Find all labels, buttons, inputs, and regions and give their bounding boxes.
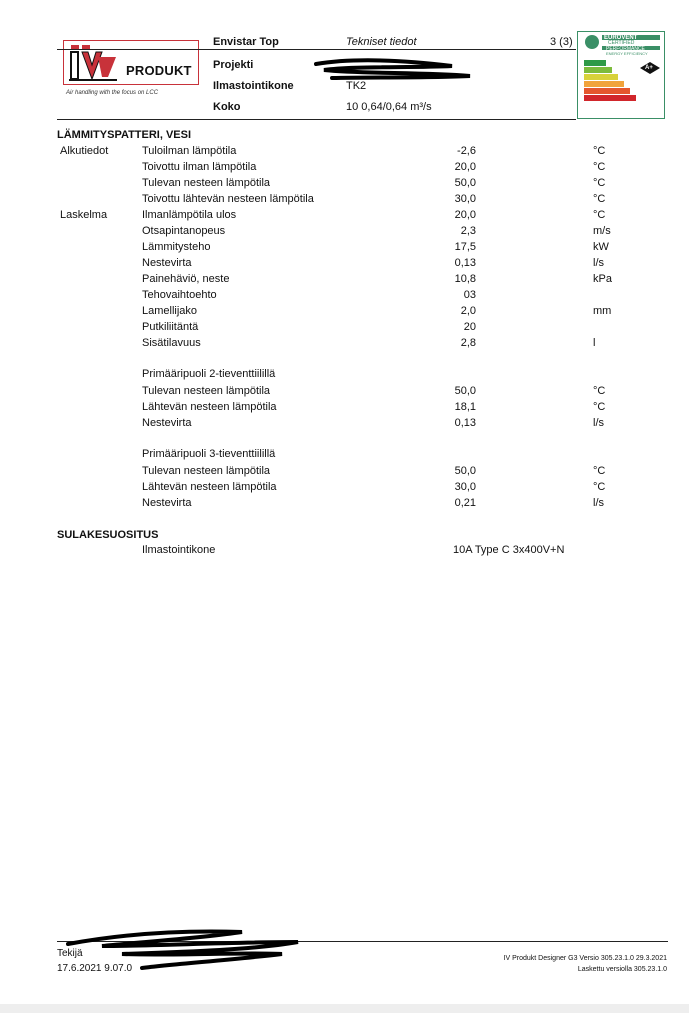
row-label: Lämmitysteho (142, 241, 211, 253)
row-label: Lähtevän nesteen lämpötila (142, 401, 277, 413)
field-label-project: Projekti (213, 59, 254, 71)
table-row (0, 417, 689, 432)
badge-line4: ENERGY EFFICIENCY (606, 51, 648, 56)
footer-calc-version: Laskettu versiolla 305.23.1.0 (577, 966, 667, 973)
document-type: Tekniset tiedot (346, 36, 417, 48)
row-label: Tehovaihtoehto (142, 289, 217, 301)
table-row (0, 481, 689, 496)
logo-brand-text: PRODUKT (126, 63, 192, 78)
eurovent-certified-badge (577, 31, 665, 119)
field-value-size: 10 0,64/0,64 m³/s (346, 101, 432, 113)
row-label: Ilmanlämpötila ulos (142, 209, 237, 221)
product-name: Envistar Top (213, 36, 279, 48)
row-unit: °C (593, 209, 606, 221)
field-label-size: Koko (213, 101, 241, 113)
row-unit: m/s (593, 225, 611, 237)
table-row (0, 289, 689, 304)
row-unit: l/s (593, 497, 604, 509)
row-unit: kW (593, 241, 609, 253)
row-unit: °C (593, 145, 606, 157)
page-bottom-band (0, 1004, 689, 1013)
table-row (0, 225, 689, 240)
row-unit: °C (593, 465, 606, 477)
table-row (0, 257, 689, 272)
table-row (0, 497, 689, 512)
table-row (0, 273, 689, 288)
row-unit: °C (593, 193, 606, 205)
row-value: 03 (463, 289, 476, 301)
logo-tagline: Air handling with the focus on LCC (66, 90, 159, 96)
row-unit: °C (593, 177, 606, 189)
row-value: 20,0 (454, 209, 476, 221)
row-label: Nestevirta (142, 417, 192, 429)
badge-line1: EUROVENT (604, 35, 638, 41)
footer-version: IV Produkt Designer G3 Versio 305.23.1.0 29.3.2021 (503, 955, 667, 962)
badge-rating: A+ (645, 65, 653, 71)
row-unit: l/s (593, 417, 604, 429)
row-label: Lähtevän nesteen lämpötila (142, 481, 277, 493)
table-row (0, 209, 689, 224)
footer-author-label: Tekijä (57, 948, 83, 959)
row-unit: °C (593, 385, 606, 397)
row-value: 0,21 (454, 497, 476, 509)
row-label: Toivottu lähtevän nesteen lämpötila (142, 193, 314, 205)
section-fuse-title: SULAKESUOSITUS (57, 529, 159, 541)
row-unit: l/s (593, 257, 604, 269)
table-row (0, 337, 689, 352)
table-row (0, 193, 689, 208)
badge-line2: CERTIFIED (608, 40, 635, 46)
field-label-unit: Ilmastointikone (213, 80, 294, 92)
row-value: 50,0 (454, 177, 476, 189)
row-value: 2,3 (460, 225, 476, 237)
redaction-scribble-author (62, 924, 302, 974)
row-value: 20 (463, 321, 476, 333)
row-label: Sisätilavuus (142, 337, 201, 349)
row-label: Lamellijako (142, 305, 198, 317)
fuse-label: Ilmastointikone (142, 544, 216, 556)
row-value: 0,13 (454, 257, 476, 269)
row-value: 2,8 (460, 337, 476, 349)
header-rule-top (57, 49, 576, 50)
row-unit: kPa (593, 273, 612, 285)
primary2-title: Primääripuoli 2-tieventtiilillä (142, 368, 276, 380)
primary3-title: Primääripuoli 3-tieventtiilillä (142, 448, 276, 460)
row-label: Otsapintanopeus (142, 225, 226, 237)
row-value: 50,0 (454, 385, 476, 397)
row-label: Nestevirta (142, 497, 192, 509)
fuse-value: 10A Type C 3x400V+N (453, 544, 565, 556)
row-value: 17,5 (454, 241, 476, 253)
iv-produkt-logo (63, 40, 199, 85)
table-row (0, 401, 689, 416)
page-number: 3 (3) (550, 36, 573, 48)
row-value: 18,1 (454, 401, 476, 413)
table-row (0, 465, 689, 480)
redaction-scribble-project (312, 56, 474, 82)
row-unit: °C (593, 161, 606, 173)
row-value: 20,0 (454, 161, 476, 173)
badge-line3: PERFORMANCE (606, 46, 645, 52)
row-label: Tulevan nesteen lämpötila (142, 177, 271, 189)
table-row (0, 241, 689, 256)
row-label: Putkiliitäntä (142, 321, 199, 333)
section-heating-title: LÄMMITYSPATTERI, VESI (57, 129, 192, 141)
row-unit: mm (593, 305, 612, 317)
row-label: Nestevirta (142, 257, 192, 269)
row-value: -2,6 (457, 145, 476, 157)
row-value: 2,0 (460, 305, 476, 317)
row-unit: l (593, 337, 596, 349)
table-row (0, 177, 689, 192)
row-label: Toivottu ilman lämpötila (142, 161, 257, 173)
row-label: Tulevan nesteen lämpötila (142, 385, 271, 397)
row-unit: °C (593, 481, 606, 493)
row-value: 30,0 (454, 193, 476, 205)
row-label: Painehäviö, neste (142, 273, 230, 285)
table-row (0, 385, 689, 400)
row-unit: °C (593, 401, 606, 413)
table-row (0, 305, 689, 320)
group-label-initial: Alkutiedot (60, 145, 109, 157)
row-value: 50,0 (454, 465, 476, 477)
row-value: 10,8 (454, 273, 476, 285)
table-row (0, 161, 689, 176)
row-label: Tulevan nesteen lämpötila (142, 465, 271, 477)
row-label: Tuloilman lämpötila (142, 145, 237, 157)
group-label-calc: Laskelma (60, 209, 108, 221)
field-value-unit: TK2 (346, 80, 367, 92)
row-value: 30,0 (454, 481, 476, 493)
table-row (0, 145, 689, 160)
table-row (0, 321, 689, 336)
footer-date: 17.6.2021 9.07.0 (57, 963, 133, 974)
row-value: 0,13 (454, 417, 476, 429)
header-rule-bottom (57, 119, 576, 120)
